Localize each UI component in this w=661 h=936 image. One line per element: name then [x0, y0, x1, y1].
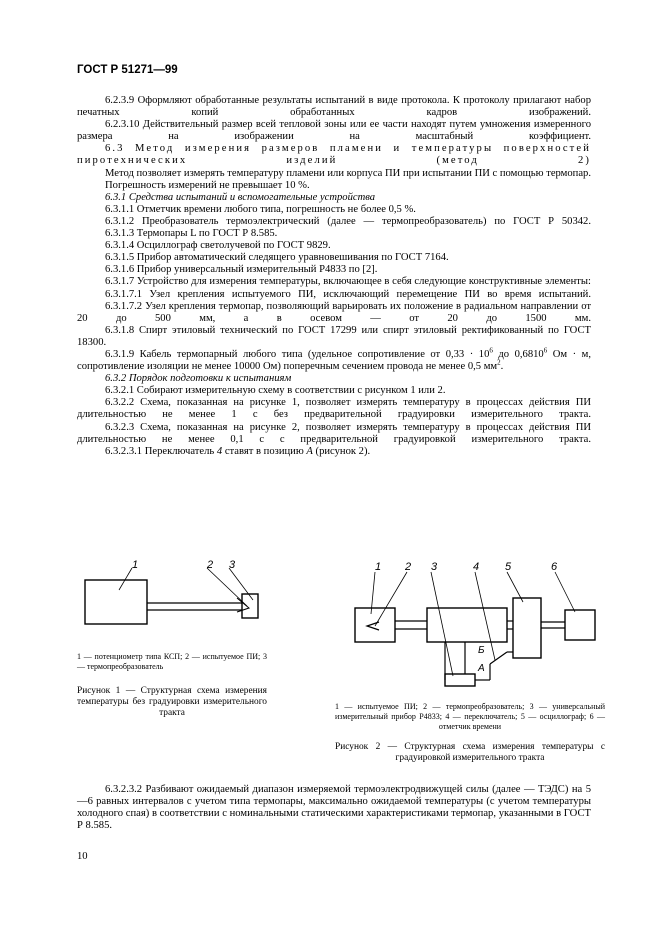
figure-1-caption: Рисунок 1 — Структурная схема измерения температуры без градуировки измерительного тракта	[77, 686, 267, 718]
fig2-number: 2	[405, 561, 412, 573]
paragraph: 6.3.1.6 Прибор универсальный измерительный Р4833 по [2].	[105, 264, 378, 276]
paragraph: 6.3.2.3.2 Разбивают ожидаемый диапазон измеряемой термоэлектродвижущей силы (далее — ТЭДС) на 5—6 равных интервалов с учетом типа термопары, максимально ожидаемой температуры (с учетом температуры холодного спая) в соответствии с номинальными статическими характеристиками термопар, указанными в ГОСТ Р 8.585.	[77, 784, 591, 832]
paragraph: 6.3.1.7.1 Узел крепления испытуемого ПИ, исключающий перемещение ПИ во время испытаний.	[105, 288, 591, 300]
fig2-number: 1	[375, 561, 382, 573]
paragraph: 6.3.1.3 Термопары L по ГОСТ Р 8.585.	[105, 228, 278, 240]
tested-item-block	[355, 608, 395, 642]
fig2-number: 5	[505, 561, 512, 573]
junction-block	[427, 608, 507, 642]
subsection-heading: 6.3.1 Средства испытаний и вспомогательные устройства	[105, 191, 376, 203]
paragraph: 6.2.3.10 Действительный размер всей тепловой зоны или ее части находят путем умножения измеренного размера на изображении на масштабный коэффициент.	[77, 119, 591, 143]
leader-line	[207, 568, 247, 606]
paragraph: 6.3.1.1 Отметчик времени любого типа, погрешность не более 0,5 %.	[105, 203, 416, 215]
switch-position-a: А	[478, 663, 485, 674]
leader-line	[229, 568, 253, 600]
paragraph: 6.3.1.7.2 Узел крепления термопар, позволяющий варьировать их положение в радиальном направлении от 20 до 500 мм, а в осевом — от 20 до 1500 мм.	[77, 300, 591, 324]
leader-line	[119, 568, 132, 590]
paragraph: 6.3.2.1 Собирают измерительную схему в соответствии с рисунком 1 или 2.	[105, 385, 446, 397]
paragraph: 6.3.2.3 Схема, показанная на рисунке 2, позволяет измерять температуру в процессах действия ПИ длительностью не менее 0,1 с с предварительной градуировкой измерительного тракта.	[77, 421, 591, 445]
figure-1	[77, 558, 267, 718]
figure-2-caption: Рисунок 2 — Структурная схема измерения температуры с градуировкой измерительного тракта	[335, 742, 605, 763]
figure-2	[335, 558, 605, 763]
section-heading: 6.3 Метод измерения размеров пламени и температуры поверхностей пиротехнических изделий (метод 2)	[77, 143, 591, 167]
potentiometer-block	[85, 580, 147, 624]
document-header: ГОСТ Р 51271—99	[77, 64, 178, 76]
time-marker-block	[565, 610, 595, 640]
measuring-device-block	[445, 674, 475, 686]
figure-1-legend: 1 — потенциометр типа КСП; 2 — испытуемое ПИ; 3 — термопреобразователь	[77, 652, 267, 671]
subsection-heading: 6.3.2 Порядок подготовки к испытаниям	[105, 373, 292, 385]
paragraph: 6.2.3.9 Оформляют обработанные результаты испытаний в виде протокола. К протоколу прилагают набор печатных копий обработанных кадров изображений.	[77, 95, 591, 119]
figure-2-legend: 1 — испытуемое ПИ; 2 — термопреобразователь; 3 — универсальный измерительный прибор Р4833; 4 — переключатель; 5 — осциллограф; 6 — отметчик времени	[335, 702, 605, 731]
paragraph: 6.3.2.2 Схема, показанная на рисунке 1, позволяет измерять температуру в процессах действия ПИ длительностью не менее 1 с без предварительной градуировки измерительного тракта.	[77, 397, 591, 421]
thermocouple-shape	[367, 622, 379, 630]
leader-line	[555, 572, 575, 612]
fig2-number: 6	[551, 561, 558, 573]
leader-line	[431, 572, 453, 676]
paragraph: Метод позволяет измерять температуру пламени или корпуса ПИ при испытании ПИ с помощью термопар.	[105, 167, 591, 179]
tested-item-block	[242, 594, 258, 618]
page-number: 10	[77, 851, 88, 862]
main-text	[77, 95, 591, 458]
paragraph-cable: 6.3.1.9 Кабель термопарный любого типа (удельное сопротивление от $0,33 \cdot 10^6$ до 0,6810$^6$ Ом · м, сопротивление изоляции не менее 10000 Ом) поперечным сечением провода не менее 0,5 $мм^2$.	[77, 346, 591, 373]
oscillograph-block	[513, 598, 541, 658]
fig1-number: 3	[229, 559, 236, 571]
paragraph-switch: 6.3.2.3.1 Переключатель 4 ставят в позицию А (рисунок 2).	[105, 445, 371, 457]
paragraph: 6.3.1.8 Спирт этиловый технический по ГОСТ 17299 или спирт этиловый ректификованный по ГОСТ 18300.	[77, 324, 591, 348]
paragraph: 6.3.1.4 Осциллограф светолучевой по ГОСТ 9829.	[105, 240, 331, 252]
fig2-number: 4	[473, 561, 480, 573]
paragraph: Погрешность измерений не превышает 10 %.	[105, 179, 310, 191]
fig1-number: 1	[132, 559, 139, 571]
paragraph: 6.3.1.7 Устройство для измерения температуры, включающее в себя следующие конструктивные элементы:	[105, 276, 591, 288]
fig2-number: 3	[431, 561, 438, 573]
paragraph: 6.3.1.2 Преобразователь термоэлектрический (далее — термопреобразователь) по ГОСТ Р 50342.	[105, 215, 591, 227]
paragraph: 6.3.1.5 Прибор автоматический следящего уравновешивания по ГОСТ 7164.	[105, 252, 449, 264]
figure-2-diagram	[335, 558, 605, 698]
main-text-bottom	[77, 784, 591, 832]
leader-line	[375, 572, 407, 626]
switch-position-b: Б	[478, 645, 485, 656]
switch-lever	[490, 652, 507, 664]
fig1-number: 2	[207, 559, 214, 571]
figure-1-diagram	[77, 558, 267, 648]
